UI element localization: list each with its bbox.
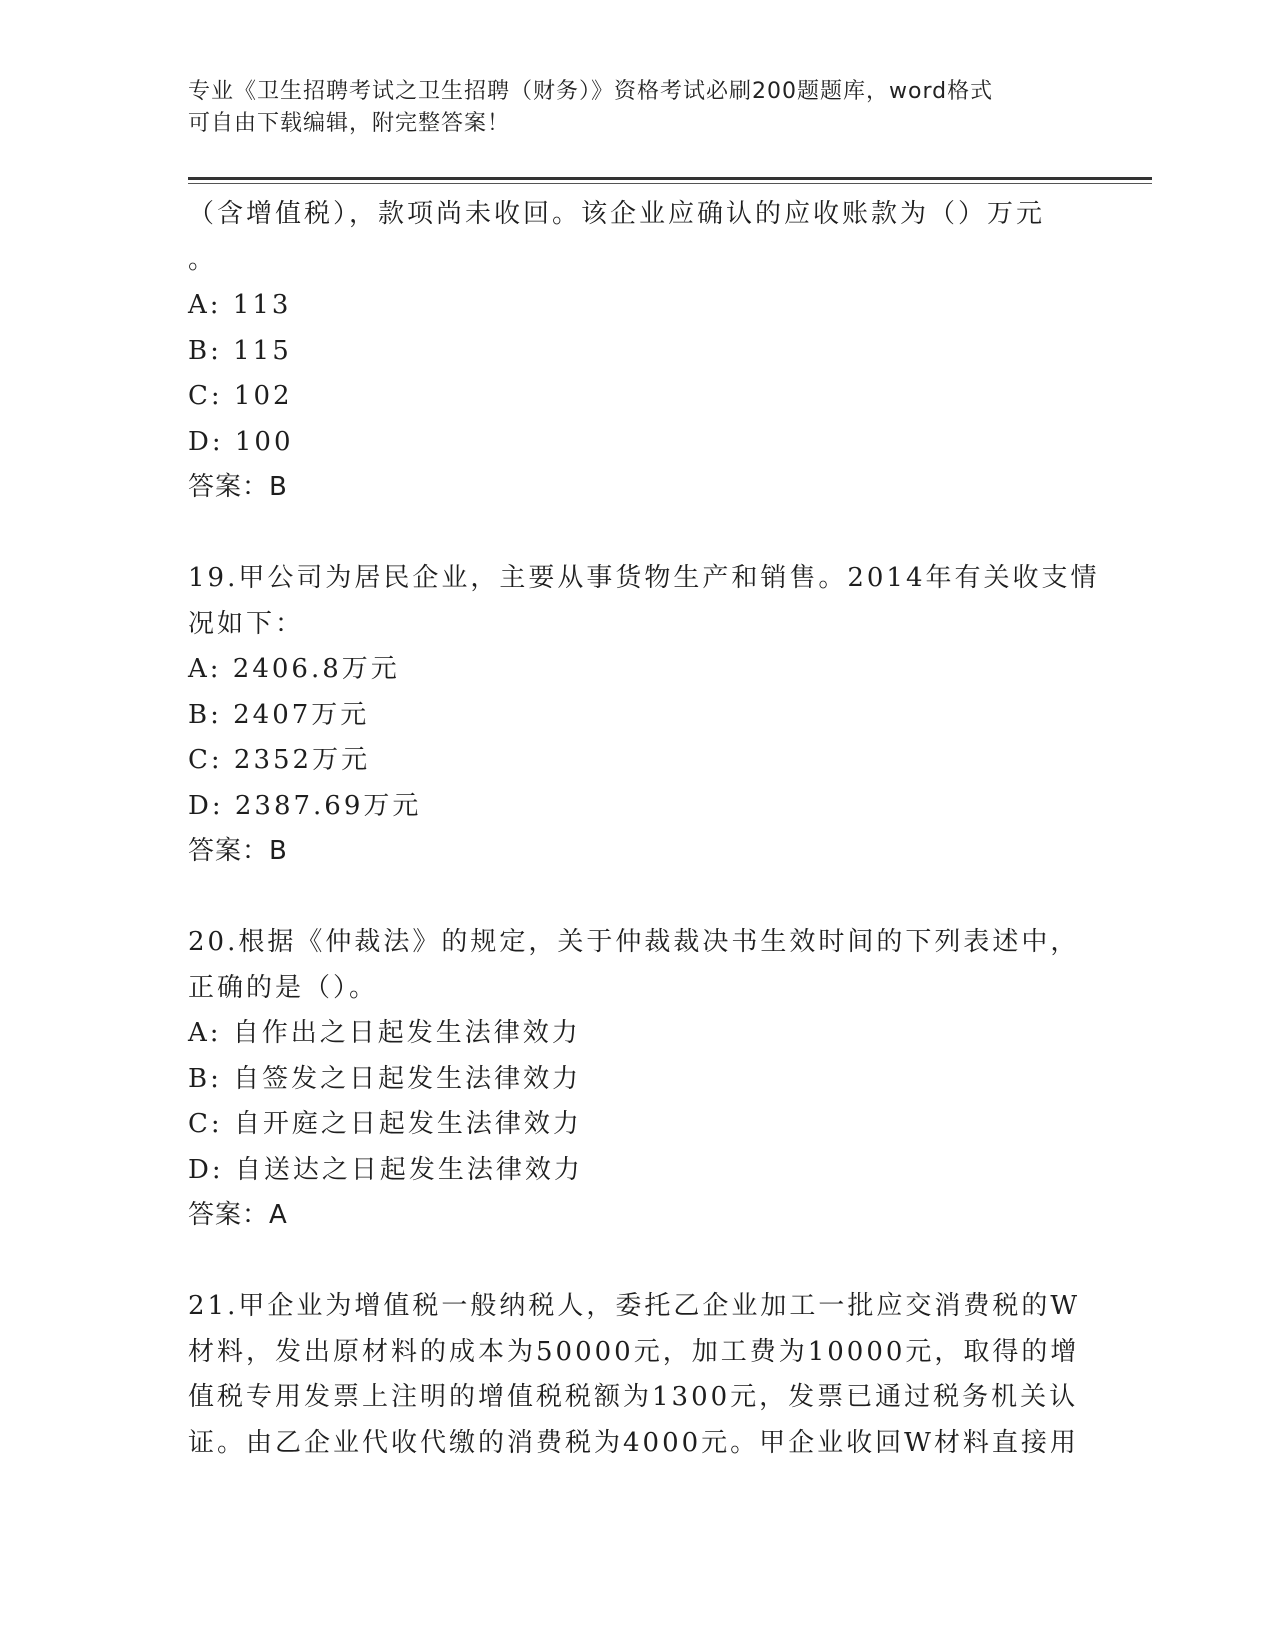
answer-line: 答案：B — [188, 472, 288, 502]
question-text-line: 21.甲企业为增值税一般纳税人，委托乙企业加工一批应交消费税的W — [188, 1291, 1081, 1321]
question-text-line: 。 — [188, 244, 218, 275]
question-text-line: 况如下： — [188, 608, 305, 639]
document-header — [188, 76, 1068, 140]
answer-line: 答案：A — [188, 1200, 288, 1230]
question-spacer — [188, 511, 1088, 557]
option-c: C: 2352万元 — [188, 745, 371, 775]
question-text-line: 20.根据《仲裁法》的规定，关于仲裁裁决书生效时间的下列表述中， — [188, 927, 1080, 957]
option-d: D: 2387.69万元 — [188, 790, 422, 821]
question-spacer — [188, 875, 1088, 921]
question-text-line: 19.甲公司为居民企业，主要从事货物生产和销售。2014年有关收支情 — [188, 563, 1100, 593]
option-d: D: 自送达之日起发生法律效力 — [188, 1154, 583, 1185]
answer-line: 答案：B — [188, 836, 288, 866]
question-text-line: 正确的是（）。 — [188, 972, 379, 1003]
header-divider-thin — [188, 183, 1152, 184]
header-title-line-2: 可自由下载编辑，附完整答案！ — [188, 111, 511, 136]
header-divider-thick — [188, 177, 1152, 180]
question-spacer — [188, 1239, 1088, 1285]
option-b: B: 115 — [188, 335, 292, 366]
header-title-line-1: 专业《卫生招聘考试之卫生招聘（财务）》资格考试必刷200题题库，word格式 — [188, 79, 994, 104]
option-a: A: 2406.8万元 — [188, 654, 400, 684]
question-text-line: 证。由乙企业代收代缴的消费税为4000元。甲企业收回W材料直接用 — [188, 1427, 1079, 1458]
question-list — [188, 192, 1100, 1466]
option-b: B: 自签发之日起发生法律效力 — [188, 1063, 582, 1094]
option-d: D: 100 — [188, 426, 294, 457]
question-text-line: 值税专用发票上注明的增值税税额为1300元，发票已通过税务机关认 — [188, 1382, 1079, 1412]
option-c: C: 102 — [188, 381, 293, 411]
option-b: B: 2407万元 — [188, 699, 370, 730]
question-text-line: （含增值税），款项尚未收回。该企业应确认的应收账款为（）万元 — [188, 199, 1046, 229]
option-a: A: 自作出之日起发生法律效力 — [188, 1018, 581, 1048]
question-21 — [188, 1284, 1088, 1466]
question-20 — [188, 920, 1088, 1239]
question-19 — [188, 556, 1100, 875]
question-18-continued — [188, 192, 1088, 511]
question-text-line: 材料，发出原材料的成本为50000元，加工费为10000元，取得的增 — [188, 1336, 1080, 1367]
option-c: C: 自开庭之日起发生法律效力 — [188, 1109, 582, 1139]
option-a: A: 113 — [188, 290, 292, 320]
